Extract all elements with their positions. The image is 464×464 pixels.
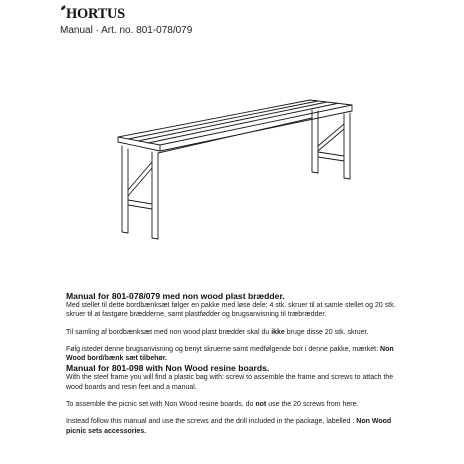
brand-logo <box>60 6 125 23</box>
manual-subtitle: Manual · Art. no. 801-078/079 <box>60 25 193 36</box>
danish-paragraph-2: Til samling af bordbænksæt med non wood plast brædder skal du ikke bruge disse 20 stk. skruer. <box>66 328 369 336</box>
english-paragraph-2: To assemble the picnic set with Non Wood resine boards, do not use the 20 screws from here. <box>66 401 359 409</box>
bench-illustration <box>100 80 370 240</box>
leaf-icon <box>60 5 66 11</box>
danish-heading: Manual for 801-078/079 med non wood plast brædder. <box>66 291 285 301</box>
instructions <box>66 291 406 436</box>
danish-paragraph-1: Med stellet til dette bordbænksæt følger en pakke med løse dele: 4 stk. skruer til at samle stellet og 20 stk. skruer til at fastgøre brædderne, samt plastfødder og brugsanvisning til træbrædder. <box>66 302 396 319</box>
brand-name: HORTUS <box>66 6 125 22</box>
danish-paragraph-3: Følg istedet denne brugsanvisning og benyt skruerne samt medfølgende bor i denne pakke, mærket: Non Wood bord/bænk sæt tilbehør. <box>66 345 394 363</box>
english-paragraph-3: Instead follow this manual and use the screws and the drill included in the package, labelled : Non Wood picnic sets accessories. <box>66 418 392 435</box>
english-heading: Manual for 801-098 with Non Wood resine boards. <box>66 363 270 374</box>
english-paragraph-1: With the steel frame you will find a plastic bag with: screw to assemble the frame and screws to attach the wood boards and resin feet and a manual. <box>66 374 394 391</box>
